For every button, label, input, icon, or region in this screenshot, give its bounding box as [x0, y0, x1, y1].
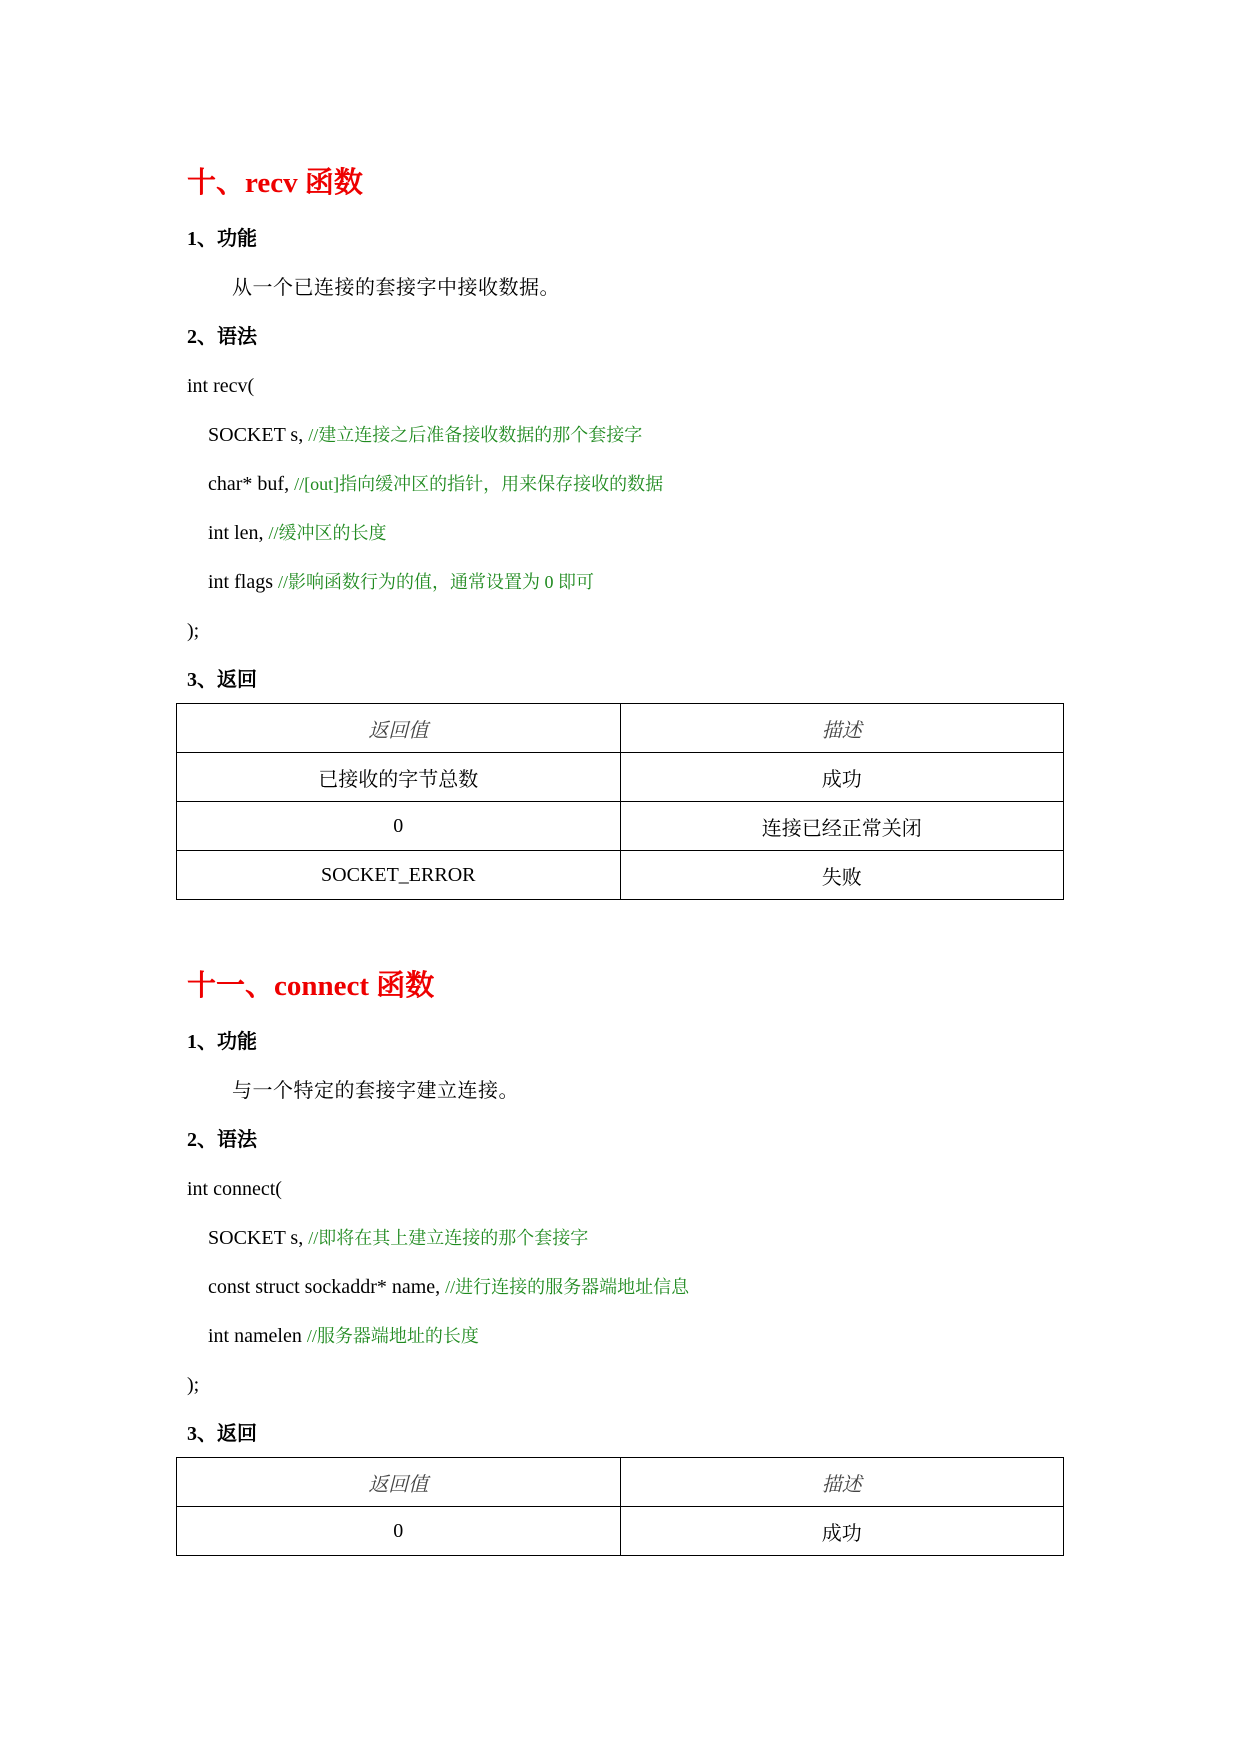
table-cell-description: 成功	[620, 1507, 1064, 1556]
function-heading: 1、功能	[187, 1031, 257, 1053]
table-row	[177, 802, 1064, 851]
table-header-cell: 返回值	[177, 704, 621, 753]
syntax-code: int namelen	[208, 1325, 307, 1347]
syntax-code: int len,	[208, 522, 269, 544]
table-cell-return-value: 0	[177, 1507, 621, 1556]
syntax-comment: //影响函数行为的值，通常设置为 0 即可	[278, 572, 595, 592]
syntax-comment: //进行连接的服务器端地址信息	[445, 1277, 690, 1297]
syntax-line	[187, 373, 254, 399]
function-heading: 1、功能	[187, 228, 257, 250]
return-table	[176, 1457, 1064, 1556]
syntax-heading: 2、语法	[187, 326, 257, 348]
table-row	[177, 851, 1064, 900]
section-title: 十、recv 函数	[187, 167, 363, 199]
return-table	[176, 703, 1064, 900]
syntax-code: char* buf,	[208, 473, 295, 495]
table-cell-description: 连接已经正常关闭	[620, 802, 1064, 851]
syntax-line	[187, 1372, 199, 1398]
syntax-line	[208, 520, 387, 546]
syntax-comment: //即将在其上建立连接的那个套接字	[308, 1228, 589, 1248]
syntax-line	[208, 1274, 689, 1300]
table-cell-description: 失败	[620, 851, 1064, 900]
table-header-cell: 返回值	[177, 1458, 621, 1507]
syntax-code: int recv(	[187, 375, 255, 397]
table-header-row	[177, 1458, 1064, 1507]
syntax-line	[208, 422, 642, 448]
table-cell-return-value: 已接收的字节总数	[177, 753, 621, 802]
syntax-code: );	[187, 620, 200, 642]
syntax-line	[208, 1323, 479, 1349]
syntax-code: SOCKET s,	[208, 424, 309, 446]
table-cell-return-value: SOCKET_ERROR	[177, 851, 621, 900]
syntax-line	[187, 1176, 282, 1202]
syntax-heading: 2、语法	[187, 1129, 257, 1151]
section-title: 十一、connect 函数	[187, 970, 435, 1002]
syntax-line	[208, 471, 663, 497]
table-header-cell: 描述	[620, 704, 1064, 753]
table-row	[177, 753, 1064, 802]
syntax-comment: //[out]指向缓冲区的指针，用来保存接收的数据	[294, 474, 664, 494]
return-heading: 3、返回	[187, 669, 257, 691]
syntax-line	[187, 618, 199, 644]
syntax-code: int connect(	[187, 1178, 282, 1200]
syntax-line	[208, 569, 594, 595]
function-description: 从一个已连接的套接字中接收数据。	[232, 277, 560, 299]
syntax-code: int flags	[208, 571, 278, 593]
return-heading: 3、返回	[187, 1423, 257, 1445]
table-cell-return-value: 0	[177, 802, 621, 851]
table-header-cell: 描述	[620, 1458, 1064, 1507]
syntax-code: );	[187, 1374, 200, 1396]
syntax-code: SOCKET s,	[208, 1227, 309, 1249]
syntax-code: const struct sockaddr* name,	[208, 1276, 446, 1298]
syntax-line	[208, 1225, 588, 1251]
function-description: 与一个特定的套接字建立连接。	[232, 1080, 519, 1102]
syntax-comment: //服务器端地址的长度	[306, 1326, 479, 1346]
syntax-comment: //缓冲区的长度	[268, 523, 387, 543]
syntax-comment: //建立连接之后准备接收数据的那个套接字	[308, 425, 643, 445]
table-cell-description: 成功	[620, 753, 1064, 802]
table-header-row	[177, 704, 1064, 753]
table-row	[177, 1507, 1064, 1556]
